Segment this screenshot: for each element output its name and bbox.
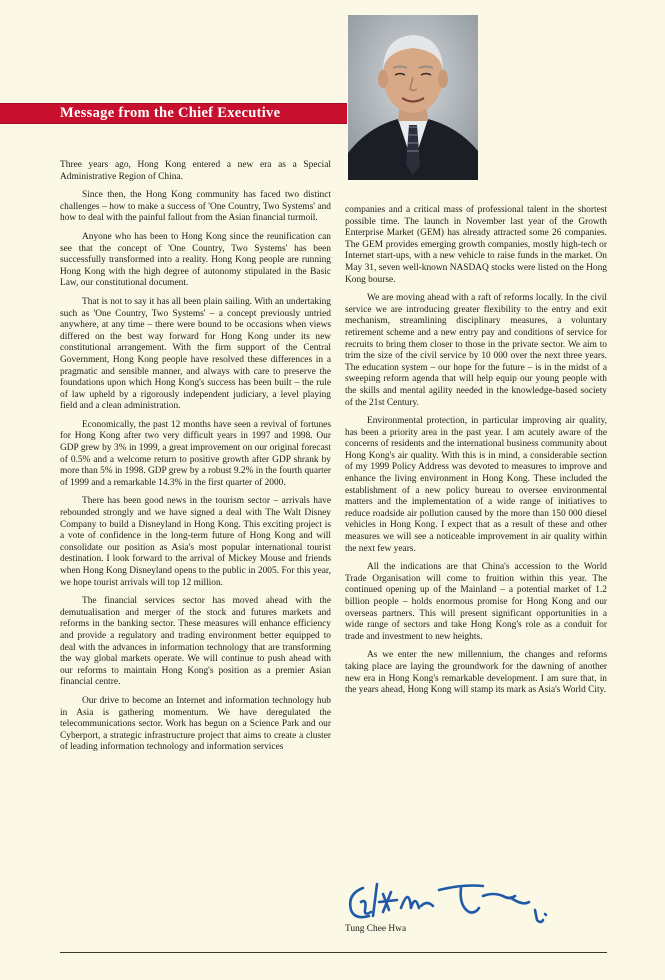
left-text-column [60,160,331,761]
paragraph: That is not to say it has all been plain sailing. With an undertaking such as 'One Country, Two Systems' – a concept previously untried anywhere, at any time – there were bound to be occasions when views differed on the best way forward for Hong Kong under its new constitutional arrangement. With the firm support of the Central Government, Hong Kong people have resolved these differences in a pragmatic and sensible manner, and always with care to preserve the foundations upon which Hong Kong's success has been built – the rule of law upheld by a rigorously independent judiciary, a level playing field and a clean administration. [60,296,331,412]
section-banner [0,103,347,124]
paragraph: companies and a critical mass of professional talent in the shortest possible time. The launch in November last year of the Growth Enterprise Market (GEM) has already attracted some 26 companies. The GEM provides emerging growth companies, mostly high-tech or Internet start-ups, with a new vehicle to raise funds in the market. On May 31, seven well-known NASDAQ stocks were listed on the Hong Kong bourse. [345,205,607,285]
paragraph: The financial services sector has moved ahead with the demutualisation and merger of the stock and futures markets and reforms in the banking sector. These measures will enhance efficiency and provide a regulatory and trading environment better equipped to deal with the advances in information technology that are transforming the way global markets operate. We will continue to push ahead with our reforms to maintain Hong Kong's position as a premier Asian financial centre. [60,596,331,688]
paragraph: Environmental protection, in particular improving air quality, has been a priority area in the past year. I am acutely aware of the concerns of residents and the international business community about Hong Kong's air quality. With this is in mind, a considerable section of my 1999 Policy Address was devoted to measures to improve and enhance the living environment in Hong Kong. These included the establishment of a new policy bureau to oversee environmental matters and the implementation of a wide range of initiatives to reduce roadside air pollution caused by the more than 150 000 diesel vehicles in Hong Kong. I expect that as a result of these and other measures we will see a noticeable improvement in air quality within the next few years. [345,416,607,554]
page-title: Message from the Chief Executive [60,105,281,121]
paragraph: We are moving ahead with a raft of reforms locally. In the civil service we are introducing greater flexibility to the entry and exit mechanism, streamlining disciplinary measures, a voluntary retirement scheme and a new entry pay and conditions of service for recruits to bring them closer to those in the private sector. We aim to trim the size of the civil service by 10 000 over the next three years. The education system – our hope for the future – is in the midst of a sweeping reform agenda that will help equip our young people with the skills and mental agility needed in the knowledge-based society of the 21st Century. [345,293,607,408]
paragraph: All the indications are that China's accession to the World Trade Organisation will come to fruition within this year. The continued opening up of the Mainland – a potential market of 1.2 billion people – holds enormous promise for Hong Kong and our overseas partners. This will present significant opportunities in a wide range of sectors and take Hong Kong's role as a conduit for trade and investment to new heights. [345,562,607,642]
handwritten-signature [343,876,573,930]
chief-executive-portrait [348,15,478,180]
paragraph: Since then, the Hong Kong community has faced two distinct challenges – how to make a success of 'One Country, Two Systems' and how to deal with the painful fallout from the Asian financial turmoil. [60,190,331,224]
paragraph: Economically, the past 12 months have seen a revival of fortunes for Hong Kong after two very difficult years in 1997 and 1998. Our GDP grew by 3% in 1999, a great improvement on our original forecast of 0.5% and a welcome return to positive growth after GDP shrank by more than 5% in 1998. GDP grew by a robust 9.2% in the fourth quarter of 1999 and a remarkable 14.3% in the first quarter of 2000. [60,419,331,488]
paragraph: Anyone who has been to Hong Kong since the reunification can see that the concept of 'One Country, Two Systems' has been successfully transformed into a reality. Hong Kong people are running Hong Kong with the high degree of autonomy stipulated in the Basic Law, our constitutional document. [60,231,331,289]
signature-name: Tung Chee Hwa [345,924,407,934]
paragraph: There has been good news in the tourism sector – arrivals have rebounded strongly and we have signed a deal with The Walt Disney Company to build a Disneyland in Hong Kong. This exciting project is a vote of confidence in the long-term future of Hong Kong and will consolidate our position as Asia's most popular international tourist destination. I look forward to the arrival of Mickey Mouse and friends when Hong Kong Disneyland opens to the public in 2005. For this year, we hope tourist arrivals will top 12 million. [60,496,331,588]
signature-icon [343,876,573,930]
paragraph: Three years ago, Hong Kong entered a new era as a Special Administrative Region of China. [60,160,331,182]
footer-divider [60,952,607,953]
portrait-illustration [348,15,478,180]
right-text-column [345,205,607,704]
paragraph: As we enter the new millennium, the changes and reforms taking place are laying the groundwork for the dawning of another new era in Hong Kong's remarkable development. I am sure that, in the years ahead, Hong Kong will stamp its mark as Asia's World City. [345,650,607,696]
paragraph: Our drive to become an Internet and information technology hub in Asia is gathering momentum. We have deregulated the telecommunications sector. Work has begun on a Science Park and our Cyberport, a strategic infrastructure project that aims to create a cluster of leading information technology and information services [60,695,331,753]
